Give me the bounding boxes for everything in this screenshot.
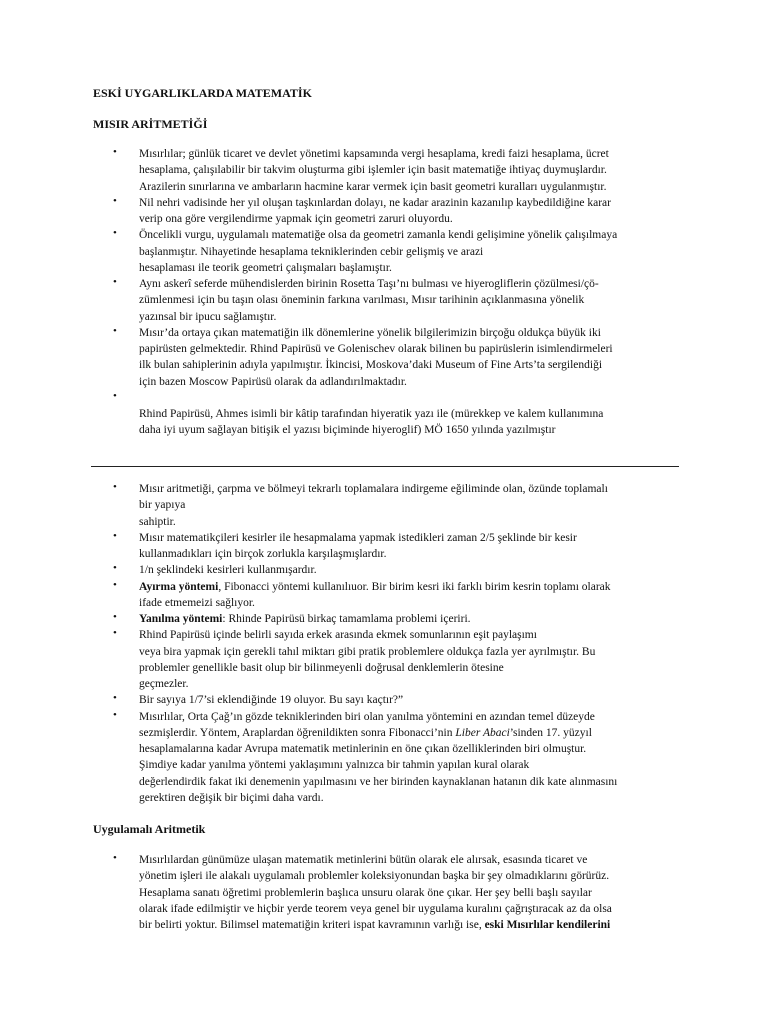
text-line: Rhind Papirüsü, Ahmes isimli bir kâtip tarafından hiyeratik yazı ile (mürekkep ve kalem kullanımına [139, 408, 604, 420]
text-line: hesaplaması ile teorik geometri çalışmaları başlamıştır. [139, 261, 392, 274]
text-line: zümlenmesi için bu taşın olası öneminin farkına varılması, Mısır tarihinin açıklanmasına yönelik [139, 294, 585, 307]
section2-bullet-list [0, 481, 617, 806]
bullet-icon: • [113, 692, 117, 705]
text-line: papirüsten gelmektedir. Rhind Papirüsü ve Golenischev olarak bilinen bu papirüslerin isimlendirmeleri [139, 343, 613, 355]
section-heading-misir-aritmetigi: MISIR ARİTMETİĞİ [93, 117, 208, 131]
text-line: yazınsal bir ipucu sağlamıştır. [139, 310, 277, 323]
list-item [0, 276, 617, 325]
list-item [0, 627, 617, 692]
text-line: Hesaplama sanatı öğretimi problemlerin başlıca unsuru olarak öne çıkar. Her şey belli başlı sayılar [139, 886, 592, 899]
list-item [0, 709, 617, 807]
bullet-icon: • [113, 529, 117, 542]
list-item [0, 562, 617, 578]
list-item [0, 325, 617, 390]
text-run: , Fibonacci yöntemi kullanılıuor. Bir birim kesri iki farklı birim kesrin toplamı olarak [218, 580, 611, 593]
list-item [0, 852, 612, 933]
list-item [0, 146, 617, 195]
text-line: 1/n şeklindeki kesirleri kullanmışardır. [139, 564, 317, 577]
text-line: olarak ifade edilmiştir ve hiçbir yerde teorem veya genel bir uygulama kuralını çağrıştıracak az da olsa [139, 902, 612, 915]
text-line [139, 725, 617, 741]
text-line: başlanmıştır. Nihayetinde hesaplama tekniklerinden cebir gelişmiş ve arazi [139, 245, 484, 258]
text-run: ’sinden 17. yüzyıl [509, 726, 592, 739]
text-line: Rhind Papirüsü içinde belirli sayıda erkek arasında ekmek somunlarının eşit paylaşımı [139, 629, 537, 642]
term-ayirma-yontemi: Ayırma yöntemi [139, 580, 219, 593]
bullet-icon: • [113, 276, 117, 288]
term-yanilma-yontemi: Yanılma yöntemi [139, 613, 223, 625]
list-item [0, 481, 617, 530]
text-line: Mısır matematikçileri kesirler ile hesapmalama yapmak istedikleri zaman 2/5 şeklinde bir kesir [139, 531, 577, 544]
text-line: daha iyi uyum sağlayan bitişik el yazısı biçiminde hiyeroglif) MÖ 1650 yılında yazılmıştır [139, 424, 556, 437]
bullet-icon: • [113, 708, 117, 721]
horizontal-divider [91, 466, 679, 467]
text-line: verip ona göre vergilendirme yapmak için geometri zaruri oluyordu. [139, 213, 453, 225]
section-heading-uygulamali-aritmetik: Uygulamalı Aritmetik [93, 822, 206, 836]
bullet-icon: • [113, 389, 117, 402]
section3-bullet-list [0, 852, 612, 933]
text-line: Öncelikli vurgu, uygulamalı matematiğe olsa da geometri zamanla kendi gelişimine yönelik çalışılmaya [139, 229, 618, 242]
text-run: bir belirti yoktur. Bilimsel matematiğin kriteri ispat kavramının varlığı ise, [139, 919, 485, 931]
text-line: hesaplama, çalışılabilir bir takvim oluşturma gibi işlemler için basit matematiğe ihtiyaç duymuşlardır. [139, 164, 607, 177]
text-line [139, 917, 612, 933]
bullet-icon: • [113, 852, 117, 864]
text-line: değerlendirdik fakat iki denemenin yapılmasını ve her birinden kaynaklanan hatanın dik kate alınmasını [139, 775, 618, 788]
text-line: Arazilerin sınırlarına ve ambarların hacmine karar vermek için basit geometri kuralları uygulanmıştır. [139, 180, 607, 193]
text-line: sahiptir. [139, 515, 176, 528]
text-line: Mısır’da ortaya çıkan matematiğin ilk dönemlerine yönelik bilgilerimizin birçoğu oldukça büyük iki [139, 326, 601, 339]
text-line: ilk bulan sahiplerinin adıyla yapılmıştır. İkincisi, Moskova’daki Museum of Fine Arts’ta sergilendiği [139, 359, 603, 372]
bullet-icon: • [113, 146, 117, 158]
list-item [0, 611, 617, 627]
text-line: gerektiren değişik bir biçimi daha vardı. [139, 791, 324, 804]
list-item [0, 530, 617, 563]
text-line: Mısır aritmetiği, çarpma ve bölmeyi tekrarlı toplamalara indirgeme eğiliminde olan, özünde toplamalı [139, 483, 608, 495]
text-line: Bir sayıya 1/7’si eklendiğinde 19 oluyor. Bu sayı kaçtır?” [139, 694, 404, 707]
text-line: Mısırlılar, Orta Çağ’ın gözde tekniklerinden biri olan yanılma yöntemini en azından temel düzeyde [139, 710, 595, 723]
text-line: Aynı askerî seferde mühendislerden birinin Rosetta Taşı’nı bulması ve hiyerogliflerin çözülmesi/çö- [139, 278, 599, 290]
book-title-liber-abaci: Liber Abaci [455, 726, 510, 739]
list-item [0, 227, 617, 276]
text-run: : Rhinde Papirüsü birkaç tamamlama problemi içeriri. [222, 613, 471, 625]
text-line: bir yapıya [139, 499, 186, 512]
text-line: Nil nehri vadisinde her yıl oluşan taşkınlardan dolayı, ne kadar arazinin kazanılıp kaybedildiğine karar [139, 196, 611, 209]
text-line: yönetim işleri ile alakalı uygulamalı problemler koleksiyonundan başka bir şey olmadıklarını görürüz. [139, 870, 610, 883]
text-line: hesaplamalarına kadar Avrupa matematik metinlerinin en öne çıkan özelliklerinden biri olmuştur. [139, 743, 587, 755]
bullet-icon: • [113, 324, 117, 337]
document-title: ESKİ UYGARLIKLARDA MATEMATİK [93, 86, 312, 100]
text-line: Mısırlılardan günümüze ulaşan matematik metinlerini bütün olarak ele alırsak, esasında ticaret ve [139, 854, 588, 866]
bullet-icon: • [113, 227, 117, 240]
text-line: problemler genellikle basit olup bir bilinmeyenli doğrusal denklemlerin ötesine [139, 661, 504, 674]
text-run: sezmişlerdir. Yöntem, Araplardan öğrenildikten sonra Fibonacci’nin [139, 726, 456, 739]
text-line: için bazen Moscow Papirüsü olarak da adlandırılmaktadır. [139, 375, 407, 388]
empty-line [139, 390, 617, 406]
text-line: Şimdiye kadar yanılma yöntemi yaklaşımını yalnızca bir tahmin yapılan kural olarak [139, 759, 530, 772]
list-item [0, 195, 617, 228]
section1-bullet-list [0, 146, 617, 439]
bullet-icon: • [113, 481, 117, 493]
bullet-icon: • [113, 194, 117, 207]
bullet-icon: • [113, 562, 117, 575]
text-line: ifade etmemeizi sağlıyor. [139, 596, 255, 609]
list-item [0, 390, 617, 439]
bullet-icon: • [113, 578, 117, 591]
bold-phrase: eski Mısırlılar kendilerini [484, 919, 611, 931]
bullet-icon: • [113, 611, 117, 623]
text-line: Mısırlılar; günlük ticaret ve devlet yönetimi kapsamında vergi hesaplama, kredi faizi hesaplama, ücret [139, 148, 609, 160]
list-item [0, 579, 617, 612]
text-line [139, 579, 617, 595]
text-line [139, 611, 617, 627]
list-item [0, 692, 617, 708]
text-line: veya bira yapmak için gerekli tahıl miktarı gibi pratik problemlere oldukça fazla yer ayrılmıştır. Bu [139, 645, 596, 658]
text-line: kullanmadıkları için birçok zorlukla karşılaşmışlardır. [139, 548, 387, 560]
bullet-icon: • [113, 627, 117, 640]
text-line: geçmezler. [139, 678, 189, 690]
